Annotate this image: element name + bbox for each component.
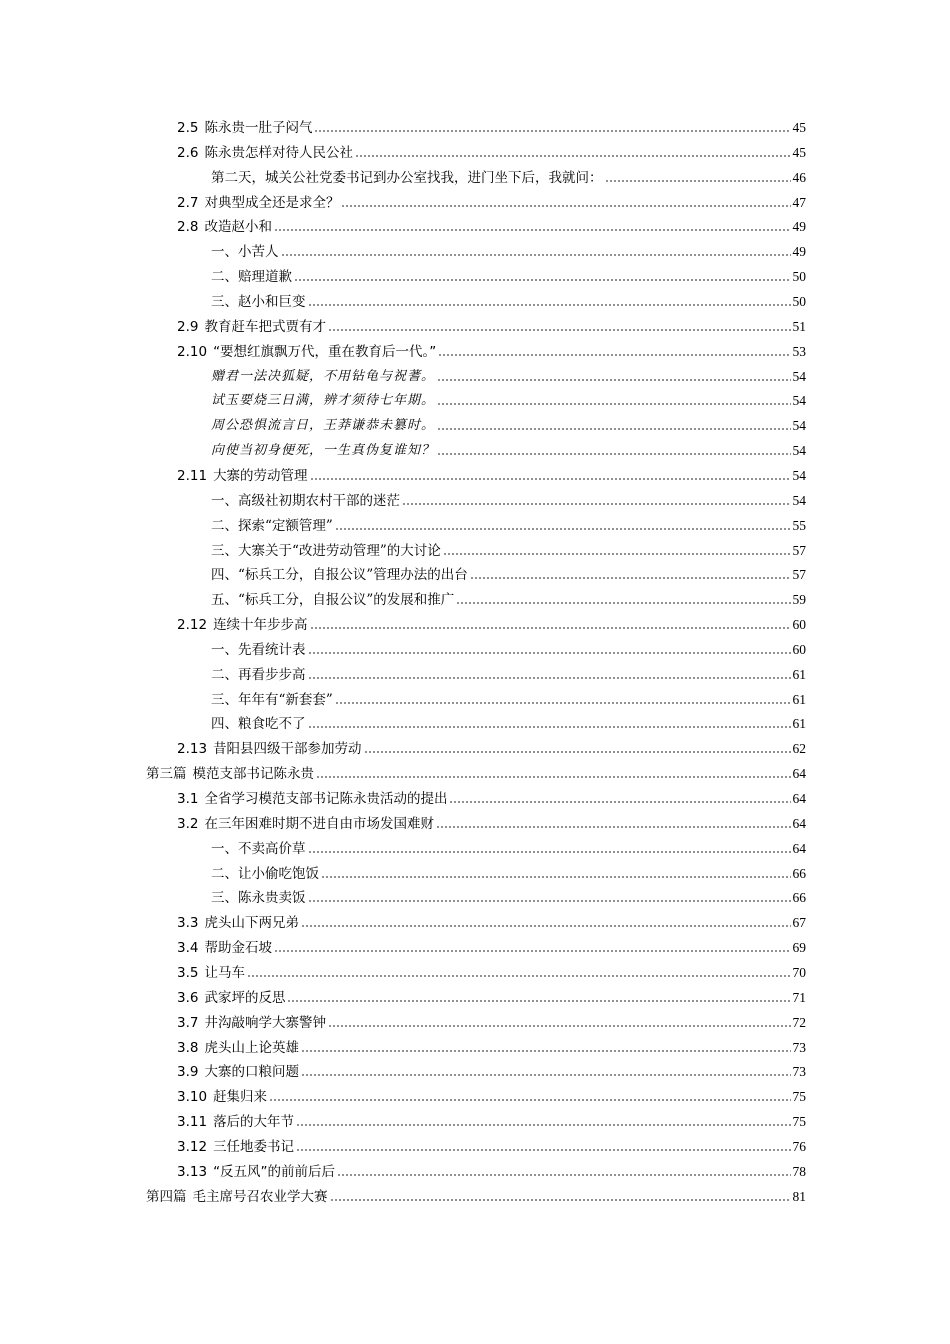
toc-entry-number: 2.5 (177, 120, 199, 136)
toc-entry-page-number: 45 (792, 144, 806, 160)
toc-entry-page-number: 46 (792, 169, 806, 185)
toc-entry[interactable] (0, 933, 806, 957)
toc-entry[interactable] (0, 1057, 806, 1081)
dot-leader (314, 129, 790, 133)
toc-entry-page-number: 75 (792, 1089, 806, 1105)
toc-entry[interactable] (0, 660, 806, 684)
toc-entry-number: 2.10 (177, 343, 208, 360)
toc-entry-page-number: 62 (792, 741, 806, 757)
toc-entry-title: 帮助金石坡 (204, 940, 272, 957)
toc-entry-number: 3.11 (177, 1114, 208, 1130)
toc-entry-page-number: 66 (792, 890, 806, 906)
toc-entry[interactable] (0, 287, 806, 311)
dot-leader (337, 1173, 790, 1177)
dot-leader (287, 999, 790, 1003)
toc-entry-number: 3.2 (177, 815, 199, 832)
toc-entry[interactable] (0, 883, 806, 907)
toc-entry[interactable] (0, 1107, 806, 1131)
dot-leader (605, 179, 791, 183)
dot-leader (301, 924, 791, 928)
toc-entry[interactable] (0, 635, 806, 659)
dot-leader (436, 825, 791, 829)
toc-entry-page-number: 54 (792, 443, 806, 459)
toc-entry-page-number: 54 (792, 492, 806, 508)
toc-entry-number: 3.8 (177, 1039, 199, 1056)
toc-entry-title: 一、先看统计表 (211, 641, 306, 658)
toc-entry-title: 井沟敲响学大寨警钟 (204, 1014, 326, 1031)
dot-leader (269, 1098, 790, 1102)
toc-entry-page-number: 73 (792, 1039, 806, 1055)
toc-entry-page-number: 78 (792, 1163, 806, 1179)
toc-entry[interactable] (0, 1132, 806, 1156)
toc-entry-page-number: 67 (792, 915, 806, 931)
dot-leader (301, 1049, 791, 1053)
dot-leader (274, 949, 791, 953)
toc-entry[interactable] (0, 1082, 806, 1106)
toc-entry-number: 3.12 (177, 1138, 208, 1155)
dot-leader (328, 328, 791, 332)
toc-entry[interactable] (0, 709, 806, 733)
dot-leader (296, 1123, 790, 1127)
dot-leader (308, 725, 791, 729)
dot-leader (437, 378, 790, 382)
toc-entry-title: 大寨的口粮问题 (204, 1064, 299, 1081)
dot-leader (296, 1148, 790, 1152)
toc-entry-title: 连续十年步步高 (213, 617, 308, 633)
toc-entry-title: 三、陈永贵卖饭 (211, 890, 306, 907)
toc-entry-number: 2.11 (177, 467, 208, 484)
toc-entry-page-number: 61 (792, 691, 806, 707)
toc-entry-number: 第三篇 (146, 766, 187, 783)
toc-entry-page-number: 45 (792, 120, 806, 135)
toc-entry-page-number: 61 (792, 666, 806, 682)
toc-entry-page-number: 50 (792, 269, 806, 285)
toc-entry-title: 全省学习模范支部书记陈永贵活动的提出 (204, 791, 448, 807)
dot-leader (328, 1024, 791, 1028)
dot-leader (321, 875, 791, 879)
toc-entry-page-number: 55 (792, 517, 806, 533)
toc-entry-title: 二、让小偷吃饱饭 (211, 865, 319, 882)
toc-entry-page-number: 53 (792, 343, 806, 359)
toc-entry[interactable] (0, 734, 806, 758)
toc-entry-title: 向使当初身便死，一生真伪复谁知？ (211, 443, 436, 459)
toc-entry-page-number: 49 (792, 244, 806, 260)
toc-entry[interactable] (0, 511, 806, 535)
toc-entry-page-number: 64 (792, 840, 806, 856)
toc-entry-page-number: 75 (792, 1114, 806, 1129)
toc-entry[interactable] (0, 809, 806, 833)
toc-entry[interactable] (0, 610, 806, 634)
toc-entry[interactable] (0, 560, 806, 584)
toc-entry[interactable] (0, 1182, 806, 1206)
toc-entry[interactable] (0, 983, 806, 1007)
toc-entry[interactable] (0, 337, 806, 361)
dot-leader (402, 502, 791, 506)
toc-entry-page-number: 50 (792, 294, 806, 309)
toc-entry-title: 昔阳县四级干部参加劳动 (213, 741, 362, 758)
toc-entry[interactable] (0, 1033, 806, 1057)
toc-entry-page-number: 64 (792, 815, 806, 831)
toc-entry[interactable] (0, 312, 806, 336)
dot-leader (310, 626, 791, 630)
toc-entry-title: 一、小苦人 (211, 244, 279, 261)
toc-entry-page-number: 57 (792, 542, 806, 558)
toc-entry-number: 3.5 (177, 964, 199, 981)
toc-entry-title: 毛主席号召农业学大赛 (192, 1188, 328, 1205)
dot-leader (355, 154, 791, 158)
toc-entry-title: 第二天，城关公社党委书记到办公室找我，进门坐下后，我就问： (211, 169, 603, 186)
toc-entry[interactable] (0, 237, 806, 261)
dot-leader (274, 228, 791, 232)
toc-entry[interactable] (0, 834, 806, 858)
toc-entry-title: 一、不卖高价草 (211, 840, 306, 857)
toc-entry-title: 虎头山上论英雄 (204, 1039, 299, 1056)
toc-entry[interactable] (0, 262, 806, 286)
toc-entry-title: 陈永贵怎样对待人民公社 (204, 144, 353, 161)
toc-entry-title: 三任地委书记 (213, 1138, 295, 1155)
toc-entry-number: 2.13 (177, 741, 208, 758)
toc-entry[interactable] (0, 958, 806, 982)
dot-leader (308, 651, 791, 655)
toc-entry-title: 让马车 (204, 964, 245, 981)
toc-entry-page-number: 71 (792, 989, 806, 1005)
dot-leader (316, 775, 791, 779)
toc-entry[interactable] (0, 436, 806, 460)
toc-entry[interactable] (0, 411, 806, 435)
dot-leader (456, 601, 790, 605)
dot-leader (294, 278, 791, 282)
toc-entry[interactable] (0, 1008, 806, 1032)
dot-leader (310, 477, 791, 481)
toc-entry-title: 四、“标兵工分，自报公议”管理办法的出台 (211, 567, 468, 584)
toc-entry-title: 虎头山下两兄弟 (204, 915, 299, 932)
toc-entry-page-number: 64 (792, 766, 806, 782)
toc-entry[interactable] (0, 138, 806, 162)
toc-entry-page-number: 70 (792, 964, 806, 980)
dot-leader (247, 974, 791, 978)
dot-leader (364, 750, 791, 754)
dot-leader (308, 850, 791, 854)
dot-leader (308, 676, 791, 680)
toc-entry-title: “反五风”的前前后后 (213, 1163, 336, 1180)
toc-entry-title: 在三年困难时期不进自由市场发国难财 (204, 815, 434, 832)
dot-leader (438, 353, 790, 357)
toc-entry-title: 对典型成全还是求全？ (204, 194, 340, 211)
toc-entry[interactable] (0, 212, 806, 236)
toc-entry-title: “要想红旗飘万代，重在教育后一代。” (213, 343, 437, 360)
toc-entry[interactable] (0, 908, 806, 932)
toc-entry-number: 2.12 (177, 617, 208, 633)
toc-entry[interactable] (0, 1157, 806, 1181)
toc-entry-title: 模范支部书记陈永贵 (192, 766, 314, 783)
toc-entry[interactable] (0, 113, 806, 137)
toc-entry-page-number: 51 (792, 318, 806, 334)
toc-entry-title: 四、粮食吃不了 (211, 716, 306, 733)
toc-entry-title: 二、赔理道歉 (211, 269, 292, 286)
dot-leader (308, 899, 791, 903)
toc-entry-page-number: 61 (792, 716, 806, 732)
toc-entry-number: 第四篇 (146, 1188, 187, 1205)
toc-entry-title: 二、探索“定额管理” (211, 517, 333, 534)
dot-leader (335, 527, 791, 531)
dot-leader (330, 1198, 791, 1202)
dot-leader (449, 800, 790, 804)
toc-entry-number: 3.9 (177, 1064, 199, 1081)
toc-entry-number: 3.6 (177, 989, 199, 1006)
dot-leader (437, 452, 790, 456)
toc-entry-page-number: 54 (792, 368, 806, 384)
toc-entry-number: 3.3 (177, 915, 199, 932)
toc-entry[interactable] (0, 859, 806, 883)
toc-entry-number: 3.10 (177, 1089, 208, 1106)
dot-leader (308, 303, 791, 307)
toc-entry-page-number: 60 (792, 617, 806, 632)
toc-entry-title: 大寨的劳动管理 (213, 467, 308, 484)
toc-entry[interactable] (0, 784, 806, 808)
toc-entry-title: 五、“标兵工分，自报公议”的发展和推广 (211, 592, 455, 609)
toc-entry-page-number: 66 (792, 865, 806, 881)
toc-entry[interactable] (0, 685, 806, 709)
dot-leader (281, 253, 791, 257)
dot-leader (437, 402, 790, 406)
toc-entry[interactable] (0, 759, 806, 783)
toc-entry-page-number: 69 (792, 940, 806, 956)
toc-entry-title: 改造赵小和 (204, 219, 272, 236)
toc-entry-page-number: 54 (792, 393, 806, 409)
toc-entry[interactable] (0, 386, 806, 410)
toc-entry[interactable] (0, 188, 806, 212)
toc-entry-title: 赠君一法决狐疑，不用钻龟与祝蓍。 (211, 368, 436, 384)
toc-entry-title: 陈永贵一肚子闷气 (204, 120, 313, 136)
toc-entry-title: 落后的大年节 (213, 1114, 295, 1130)
toc-entry[interactable] (0, 163, 806, 187)
toc-entry-title: 赶集归来 (213, 1089, 268, 1106)
toc-entry-number: 3.7 (177, 1014, 199, 1031)
toc-entry-number: 3.4 (177, 940, 199, 957)
toc-entry[interactable] (0, 536, 806, 560)
toc-entry-number: 2.7 (177, 194, 199, 211)
toc-entry-title: 三、赵小和巨变 (211, 294, 306, 310)
dot-leader (301, 1073, 791, 1077)
toc-entry-page-number: 54 (792, 467, 806, 483)
toc-entry-title: 二、再看步步高 (211, 666, 306, 683)
dot-leader (470, 576, 791, 580)
toc-entry-title: 一、高级社初期农村干部的迷茫 (211, 492, 400, 509)
toc-entry[interactable] (0, 585, 806, 609)
toc-entry-title: 三、大寨关于“改进劳动管理”的大讨论 (211, 542, 441, 559)
toc-entry-page-number: 49 (792, 219, 806, 235)
toc-entry-page-number: 81 (792, 1188, 806, 1204)
toc-entry-page-number: 72 (792, 1014, 806, 1030)
toc-entry[interactable] (0, 461, 806, 485)
toc-entry-number: 2.8 (177, 219, 199, 236)
toc-entry-page-number: 76 (792, 1138, 806, 1154)
dot-leader (335, 701, 791, 705)
toc-entry-title: 三、年年有“新套套” (211, 691, 333, 708)
dot-leader (437, 427, 790, 431)
toc-entry-title: 周公恐惧流言日，王莽谦恭未篡时。 (211, 418, 436, 434)
toc-entry-page-number: 54 (792, 418, 806, 434)
toc-entry-page-number: 59 (792, 592, 806, 608)
toc-entry-page-number: 64 (792, 791, 806, 806)
toc-entry-title: 武家坪的反思 (204, 989, 286, 1006)
toc-entry-page-number: 60 (792, 641, 806, 657)
toc-entry-number: 2.6 (177, 144, 199, 161)
dot-leader (443, 552, 791, 556)
toc-entry-page-number: 73 (792, 1064, 806, 1080)
toc-entry-number: 3.1 (177, 791, 199, 807)
toc-entry[interactable] (0, 362, 806, 386)
toc-entry-number: 2.9 (177, 318, 199, 335)
toc-entry-title: 教育赶车把式贾有才 (204, 318, 326, 335)
dot-leader (341, 204, 790, 208)
toc-entry[interactable] (0, 486, 806, 510)
toc-entry-title: 试玉要烧三日满，辨才须待七年期。 (211, 393, 436, 409)
toc-entry-page-number: 57 (792, 567, 806, 583)
toc-entry-number: 3.13 (177, 1163, 208, 1180)
toc-entry-page-number: 47 (792, 194, 806, 210)
